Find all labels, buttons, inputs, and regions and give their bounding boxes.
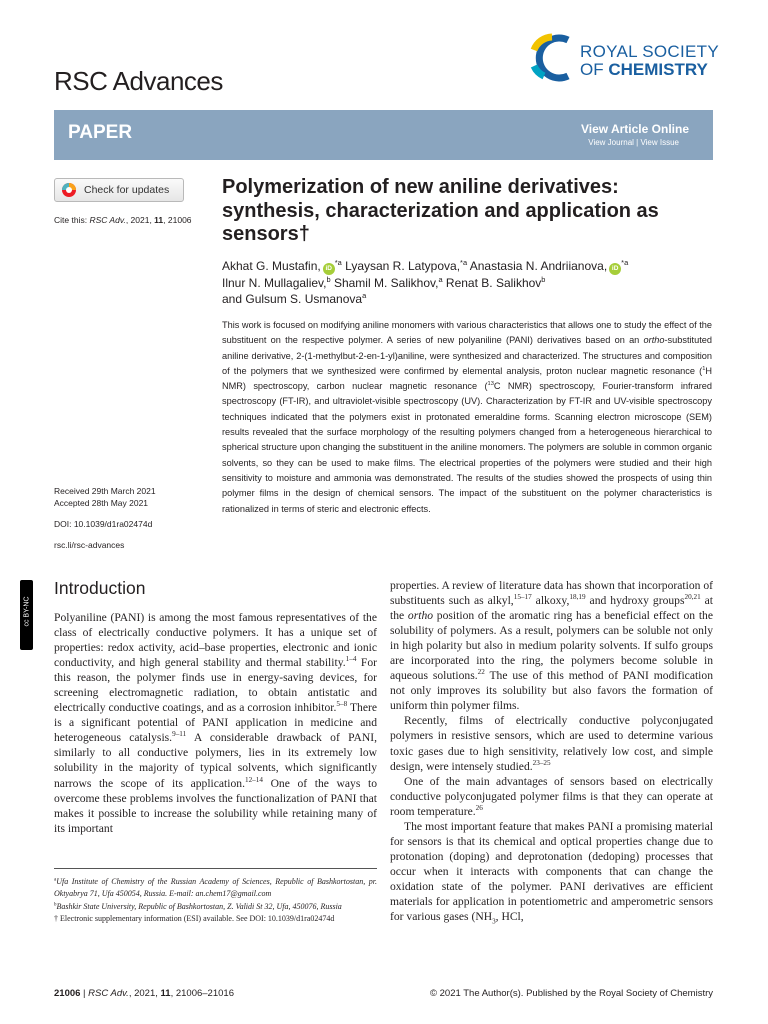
abstract: This work is focused on modifying aniline monomers with various characteristics that allows one to study the effect of the substituent on the respective polymer. A series of new polyaniline (PANI) derivatives based on an ortho-substituted aniline derivative, 2-(1-methylbut-2-en-1-yl)aniline, were synthesized and characterized. The structures and composition of the polymers that we synthesized were confirmed by elemental analysis, proton nuclear magnetic resonance ($^1$H NMR) spectroscopy, carbon nuclear magnetic resonance ($^{13}$C NMR) spectroscopy, Fourier-transform infrared spectroscopy (FT-IR), and ultraviolet-visible spectroscopy (UV). Characterization by FT-IR and UV-visible spectroscopy techniques indicated that the polymers exist in protonated emeraldine forms. Scanning electron microscope (SEM) results revealed that the surface morphology of the resulting polymers changed from a heterogeneous hierarchical to spherical structure upon changing the substituent in the aniline monomers. The polymers are soluble in common organic solvents, so they can be used to make films. The electrical properties of the polymers were studied and their high sensitivity to moisture and ammonia was demonstrated. The results of the studies showed the prospects of using thin polymer films in the design of chemical sensors. The impact of the substituent on the polymer characteristics is rationalized in terms of steric and electronic effects.: [222, 320, 712, 514]
author-name: Anastasia N. Andriianova,: [467, 259, 608, 273]
doi[interactable]: DOI: 10.1039/d1ra02474d: [54, 519, 153, 529]
article-dates: [54, 486, 156, 509]
orcid-icon[interactable]: iD: [323, 263, 335, 275]
author-name: Shamil M. Salikhov,: [330, 276, 439, 290]
section-heading: Introduction: [54, 578, 146, 598]
view-article-online-link[interactable]: View Article Online: [580, 122, 689, 136]
view-journal-link[interactable]: View Journal: [588, 138, 634, 147]
copyright-notice: © 2021 The Author(s). Published by the Royal Society of Chemistry: [430, 988, 713, 999]
journal-title: RSC Advances: [54, 66, 223, 96]
article-type-banner: [54, 110, 713, 160]
view-issue-link[interactable]: View Issue: [640, 138, 679, 147]
paragraph: One of the main advantages of sensors based on electrically conductive polyconjugated polymer films is that they can operate at room temperature.$^{26}$: [390, 774, 713, 818]
paragraph: The most important feature that makes PANI a promising material for sensors is that its chemical and optical properties change due to protonation (doping) and deprotonation (dedoping) processes that occur when it interacts with components that can change the oxidation state of the polymer. PANI derivatives are efficient materials for application in potentiometric and amperometric sensors for various gases ($NH_3$, HCl,: [390, 819, 713, 926]
paragraph: properties. A review of literature data has shown that incorporation of substituents such as alkyl,$^{15-17}$ alkoxy,$^{18,19}$ and hydroxy groups$^{20,21}$ at the ortho position of the aromatic ring has a beneficial effect on the solubility of polymers. As a result, polymers can be soluble not only in high polarity but also in medium polarity solvents. If sulfo groups are incorporated into the ring, the polymers become soluble in aqueous solutions.$^{22}$ The use of this method of PANI modification not only improves its solubility but also favors the formation of uniform thin polymer films.: [390, 579, 714, 713]
esi-note: † Electronic supplementary information (ESI) available. See DOI: 10.1039/d1ra02474d: [54, 914, 335, 924]
accepted-date: Accepted 28th May 2021: [54, 497, 149, 508]
journal-issue-links: View Journal | View Issue: [588, 138, 679, 147]
rsc-logo-line2: OF CHEMISTRY: [580, 60, 708, 79]
received-date: Received 29th March 2021: [54, 486, 156, 496]
author-list: Akhat G. Mustafin, $iD^{*a}$ Lyaysan R. Latypova,$^{*a}$ Anastasia N. Andriianova, $iD^{*a}$ Ilnur N. Mullagaliev,$^b$ Shamil M. Salikhov,$^a$ Renat B. Salikhov$^b$ and Gulsum S. Usmanova$^a$: [222, 258, 629, 306]
rsc-logo-mark-icon: [528, 32, 576, 84]
footnote-divider: [54, 868, 377, 869]
rsc-logo[interactable]: [528, 32, 718, 84]
paragraph: Recently, films of electrically conductive polyconjugated polymers in resistive sensors, which are used to determine various toxic gases due to high sensitivity, relatively low cost, and simple design, were intensely studied.$^{23-25}$: [390, 714, 713, 773]
article-type-label: PAPER: [68, 122, 133, 143]
footnotes: [54, 876, 377, 926]
crossmark-icon: [61, 182, 77, 198]
author-name: Lyaysan R. Latypova,: [341, 259, 461, 273]
citation: Cite this: RSC Adv., 2021, 11, 21006: [54, 215, 192, 225]
author-name: Renat B. Salikhov: [442, 276, 542, 290]
journal-link[interactable]: rsc.li/rsc-advances: [54, 540, 125, 550]
check-for-updates-label: Check for updates: [84, 184, 170, 196]
body-column-right: [390, 578, 713, 924]
paragraph: Polyaniline (PANI) is among the most famous representatives of the class of electrically conductive polymers. It has a unique set of properties: redox activity, acid–base properties, electronic and ionic conductivity, and high general stability and thermal stability.$^{1-4}$ For this reason, the polymer finds use in energy-saving devices, for screening electromagnetic radiation, to obtain antistatic and electrically conductive coatings, and as a corrosion inhibitor.$^{5-8}$ There is a significant potential of PANI application in medicine and heterogeneous catalysis.$^{9-11}$ A considerable drawback of PANI, similarly to all conductive polymers, lies in its extremely low solubility in the majority of typical solvents, which significantly narrows the scope of its application.$^{12-14}$ One of the ways to overcome these problems involves the functionalization of PANI that makes it possible to increase the solubility while retaining many of its important: [54, 611, 377, 835]
body-column-left: [54, 610, 377, 836]
article-title: Polymerization of new aniline derivatives: synthesis, characterization and application as sensors†: [222, 176, 659, 245]
orcid-icon[interactable]: iD: [609, 263, 621, 275]
author-name: Akhat G. Mustafin,: [222, 259, 321, 273]
check-for-updates-button[interactable]: [54, 178, 184, 202]
affiliation-a: $^a$Ufa Institute of Chemistry of the Russian Academy of Sciences, Republic of Bashkortostan, pr. Oktyabrya 71, Ufa 450054, Russia. E-mail: an.chem17@gmail.com: [54, 877, 377, 899]
author-name: and Gulsum S. Usmanova: [222, 292, 363, 306]
rsc-logo-line1: ROYAL SOCIETY: [580, 42, 719, 61]
author-name: Ilnur N. Mullagaliev,: [222, 276, 327, 290]
page-footer-left: 21006 | RSC Adv., 2021, 11, 21006–21016: [54, 988, 234, 999]
cc-license-badge[interactable]: cc BY-NC: [20, 580, 33, 650]
affiliation-b: $^b$Bashkir State University, Republic of Bashkortostan, Z. Validi St 32, Ufa, 450076, Russia: [54, 901, 342, 911]
